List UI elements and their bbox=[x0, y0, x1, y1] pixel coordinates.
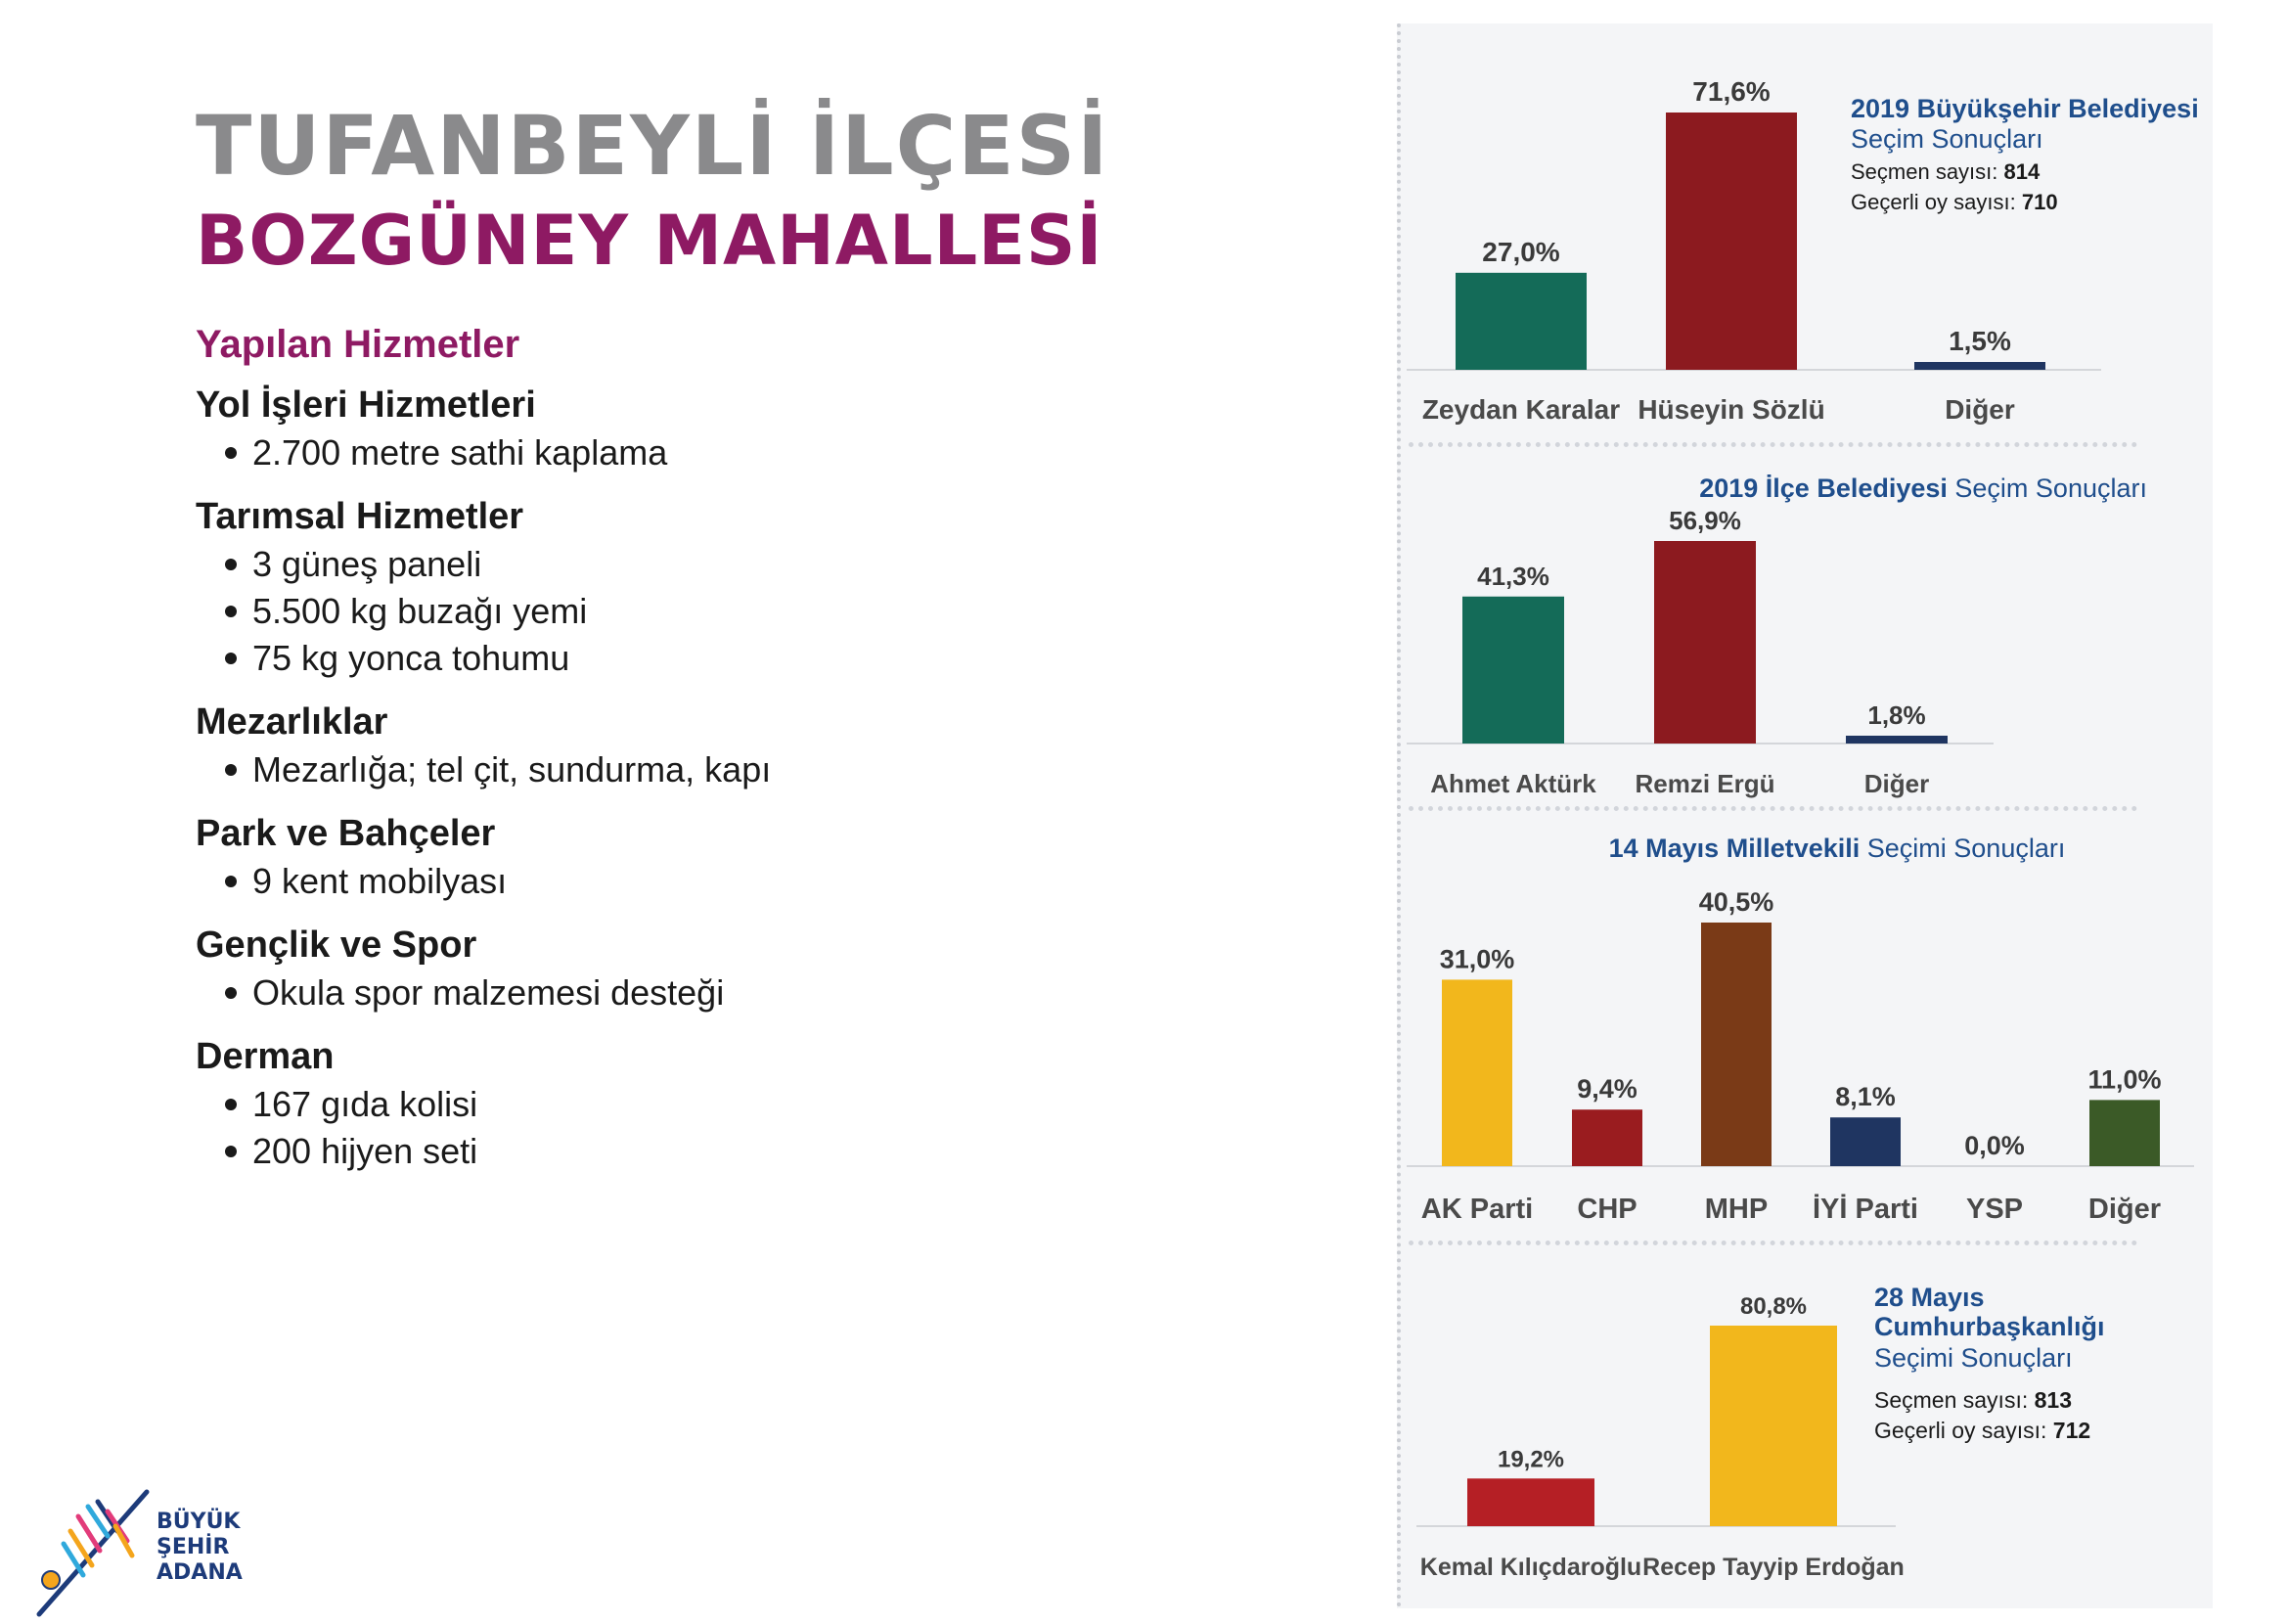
service-section-title: Gençlik ve Spor bbox=[196, 925, 477, 966]
logo-line: ADANA bbox=[157, 1560, 243, 1585]
service-item-text: Mezarlığa; tel çit, sundurma, kapı bbox=[252, 749, 772, 789]
service-section bbox=[196, 698, 1272, 793]
service-item bbox=[196, 635, 1272, 682]
bar bbox=[1846, 736, 1948, 744]
service-section bbox=[196, 381, 1272, 476]
category-label: Diğer bbox=[1945, 394, 2015, 425]
category-label: Diğer bbox=[2087, 1194, 2162, 1225]
data-label: 41,3% bbox=[1477, 561, 1549, 591]
category-label: İYİ Parti bbox=[1813, 1194, 1918, 1225]
bullet-icon bbox=[225, 606, 237, 617]
chart-parliament-2023-svg bbox=[1397, 822, 2209, 1242]
chart-district-2019-svg bbox=[1397, 458, 2209, 810]
service-item-text: 75 kg yonca tohumu bbox=[252, 638, 570, 678]
service-section-title: Mezarlıklar bbox=[196, 701, 388, 743]
category-label: Hüseyin Sözlü bbox=[1637, 394, 1825, 425]
category-label: Diğer bbox=[1863, 769, 1930, 798]
service-item bbox=[196, 1081, 1272, 1128]
service-item bbox=[196, 1128, 1272, 1175]
data-label: 11,0% bbox=[2087, 1064, 2162, 1095]
chart-subtitle: Seçimi Sonuçları bbox=[1874, 1343, 2073, 1373]
chart-title: 28 Mayıs bbox=[1874, 1283, 1985, 1312]
logo-line: BÜYÜK bbox=[157, 1510, 241, 1534]
category-label: Kemal Kılıçdaroğlu bbox=[1419, 1554, 1642, 1581]
data-label: 80,8% bbox=[1739, 1293, 1808, 1320]
data-label: 56,9% bbox=[1669, 506, 1741, 535]
service-item-text: 3 güneş paneli bbox=[252, 544, 482, 584]
category-label: YSP bbox=[1965, 1194, 2024, 1225]
chart-info: Geçerli oy sayısı: 710 bbox=[1851, 190, 2058, 214]
chart-presidential-2023 bbox=[1397, 1262, 2209, 1604]
bar bbox=[1456, 273, 1587, 370]
service-item-text: Okula spor malzemesi desteği bbox=[252, 972, 725, 1013]
bar bbox=[1462, 597, 1564, 744]
service-item-text: 2.700 metre sathi kaplama bbox=[252, 432, 668, 473]
service-item bbox=[196, 970, 1272, 1016]
service-item-text: 9 kent mobilyası bbox=[252, 861, 508, 901]
bullet-icon bbox=[225, 987, 237, 999]
service-item-text: 5.500 kg buzağı yemi bbox=[252, 591, 588, 631]
service-section-title: Tarımsal Hizmetler bbox=[196, 496, 524, 537]
service-section-title: Yol İşleri Hizmetleri bbox=[196, 384, 536, 426]
bar bbox=[1830, 1117, 1901, 1166]
data-label: 19,2% bbox=[1497, 1446, 1565, 1473]
chart-metropolitan-2019 bbox=[1397, 59, 2209, 445]
service-item-text: 200 hijyen seti bbox=[252, 1131, 478, 1171]
service-item-text: 167 gıda kolisi bbox=[252, 1084, 478, 1124]
chart-parliament-2023 bbox=[1397, 822, 2209, 1242]
data-label: 71,6% bbox=[1692, 76, 1771, 107]
bullet-icon bbox=[225, 764, 237, 776]
bar bbox=[1654, 541, 1756, 744]
data-label: 27,0% bbox=[1482, 236, 1560, 267]
service-item bbox=[196, 541, 1272, 588]
category-label: AK Parti bbox=[1420, 1194, 1534, 1225]
district-title: TUFANBEYLİ İLÇESİ bbox=[196, 98, 1110, 194]
category-label: Zeydan Karalar bbox=[1421, 394, 1621, 425]
service-section bbox=[196, 921, 1272, 1016]
service-section bbox=[196, 492, 1272, 682]
chart-divider bbox=[1409, 442, 2137, 447]
logo-line: ŞEHİR bbox=[157, 1535, 230, 1559]
category-label: MHP bbox=[1704, 1194, 1769, 1225]
data-label: 1,8% bbox=[1867, 700, 1926, 730]
chart-title: 2019 İlçe Belediyesi Seçim Sonuçları bbox=[1699, 474, 2147, 503]
chart-subtitle: Seçim Sonuçları bbox=[1851, 124, 2043, 154]
services-heading: Yapılan Hizmetler bbox=[196, 323, 520, 366]
bar bbox=[1572, 1109, 1642, 1166]
chart-title: Cumhurbaşkanlığı bbox=[1874, 1312, 2105, 1341]
neighborhood-title: BOZGÜNEY MAHALLESİ bbox=[196, 201, 1103, 281]
service-item bbox=[196, 588, 1272, 635]
category-label: Recep Tayyip Erdoğan bbox=[1642, 1554, 1905, 1581]
category-label: Ahmet Aktürk bbox=[1430, 769, 1596, 798]
service-item bbox=[196, 858, 1272, 905]
bar bbox=[1666, 113, 1797, 370]
chart-metropolitan-2019-svg bbox=[1397, 59, 2209, 445]
service-section bbox=[196, 809, 1272, 905]
bar bbox=[1914, 362, 2045, 370]
chart-title: 14 Mayıs Milletvekili Seçimi Sonuçları bbox=[1608, 834, 2066, 863]
data-label: 31,0% bbox=[1439, 944, 1515, 974]
chart-title: 2019 Büyükşehir Belediyesi bbox=[1851, 94, 2199, 123]
services-list bbox=[196, 323, 1272, 1191]
bar bbox=[1442, 979, 1512, 1166]
buyuksehir-adana-logo bbox=[29, 1477, 264, 1624]
data-label: 40,5% bbox=[1698, 887, 1774, 917]
chart-info: Geçerli oy sayısı: 712 bbox=[1874, 1418, 2091, 1443]
chart-divider bbox=[1409, 1241, 2137, 1245]
bullet-icon bbox=[225, 1099, 237, 1110]
service-section-title: Park ve Bahçeler bbox=[196, 813, 496, 854]
bullet-icon bbox=[225, 876, 237, 887]
data-label: 8,1% bbox=[1835, 1082, 1896, 1112]
bar bbox=[1467, 1478, 1594, 1526]
service-item bbox=[196, 746, 1272, 793]
category-label: CHP bbox=[1577, 1194, 1637, 1225]
service-section-title: Derman bbox=[196, 1036, 335, 1077]
chart-district-2019 bbox=[1397, 458, 2209, 810]
bullet-icon bbox=[225, 653, 237, 664]
data-label: 1,5% bbox=[1949, 326, 2011, 356]
category-label: Remzi Ergü bbox=[1635, 769, 1775, 798]
bullet-icon bbox=[225, 447, 237, 459]
bullet-icon bbox=[225, 559, 237, 570]
bar bbox=[1710, 1326, 1837, 1526]
data-label: 9,4% bbox=[1577, 1074, 1637, 1105]
bullet-icon bbox=[225, 1146, 237, 1157]
chart-presidential-2023-svg bbox=[1397, 1262, 2209, 1604]
bar bbox=[1701, 923, 1772, 1166]
chart-info: Seçmen sayısı: 814 bbox=[1851, 159, 2041, 184]
chart-divider bbox=[1409, 806, 2137, 811]
bar bbox=[2089, 1100, 2160, 1166]
data-label: 0,0% bbox=[1964, 1131, 2025, 1160]
service-item bbox=[196, 429, 1272, 476]
chart-info: Seçmen sayısı: 813 bbox=[1874, 1387, 2072, 1413]
service-section bbox=[196, 1032, 1272, 1175]
